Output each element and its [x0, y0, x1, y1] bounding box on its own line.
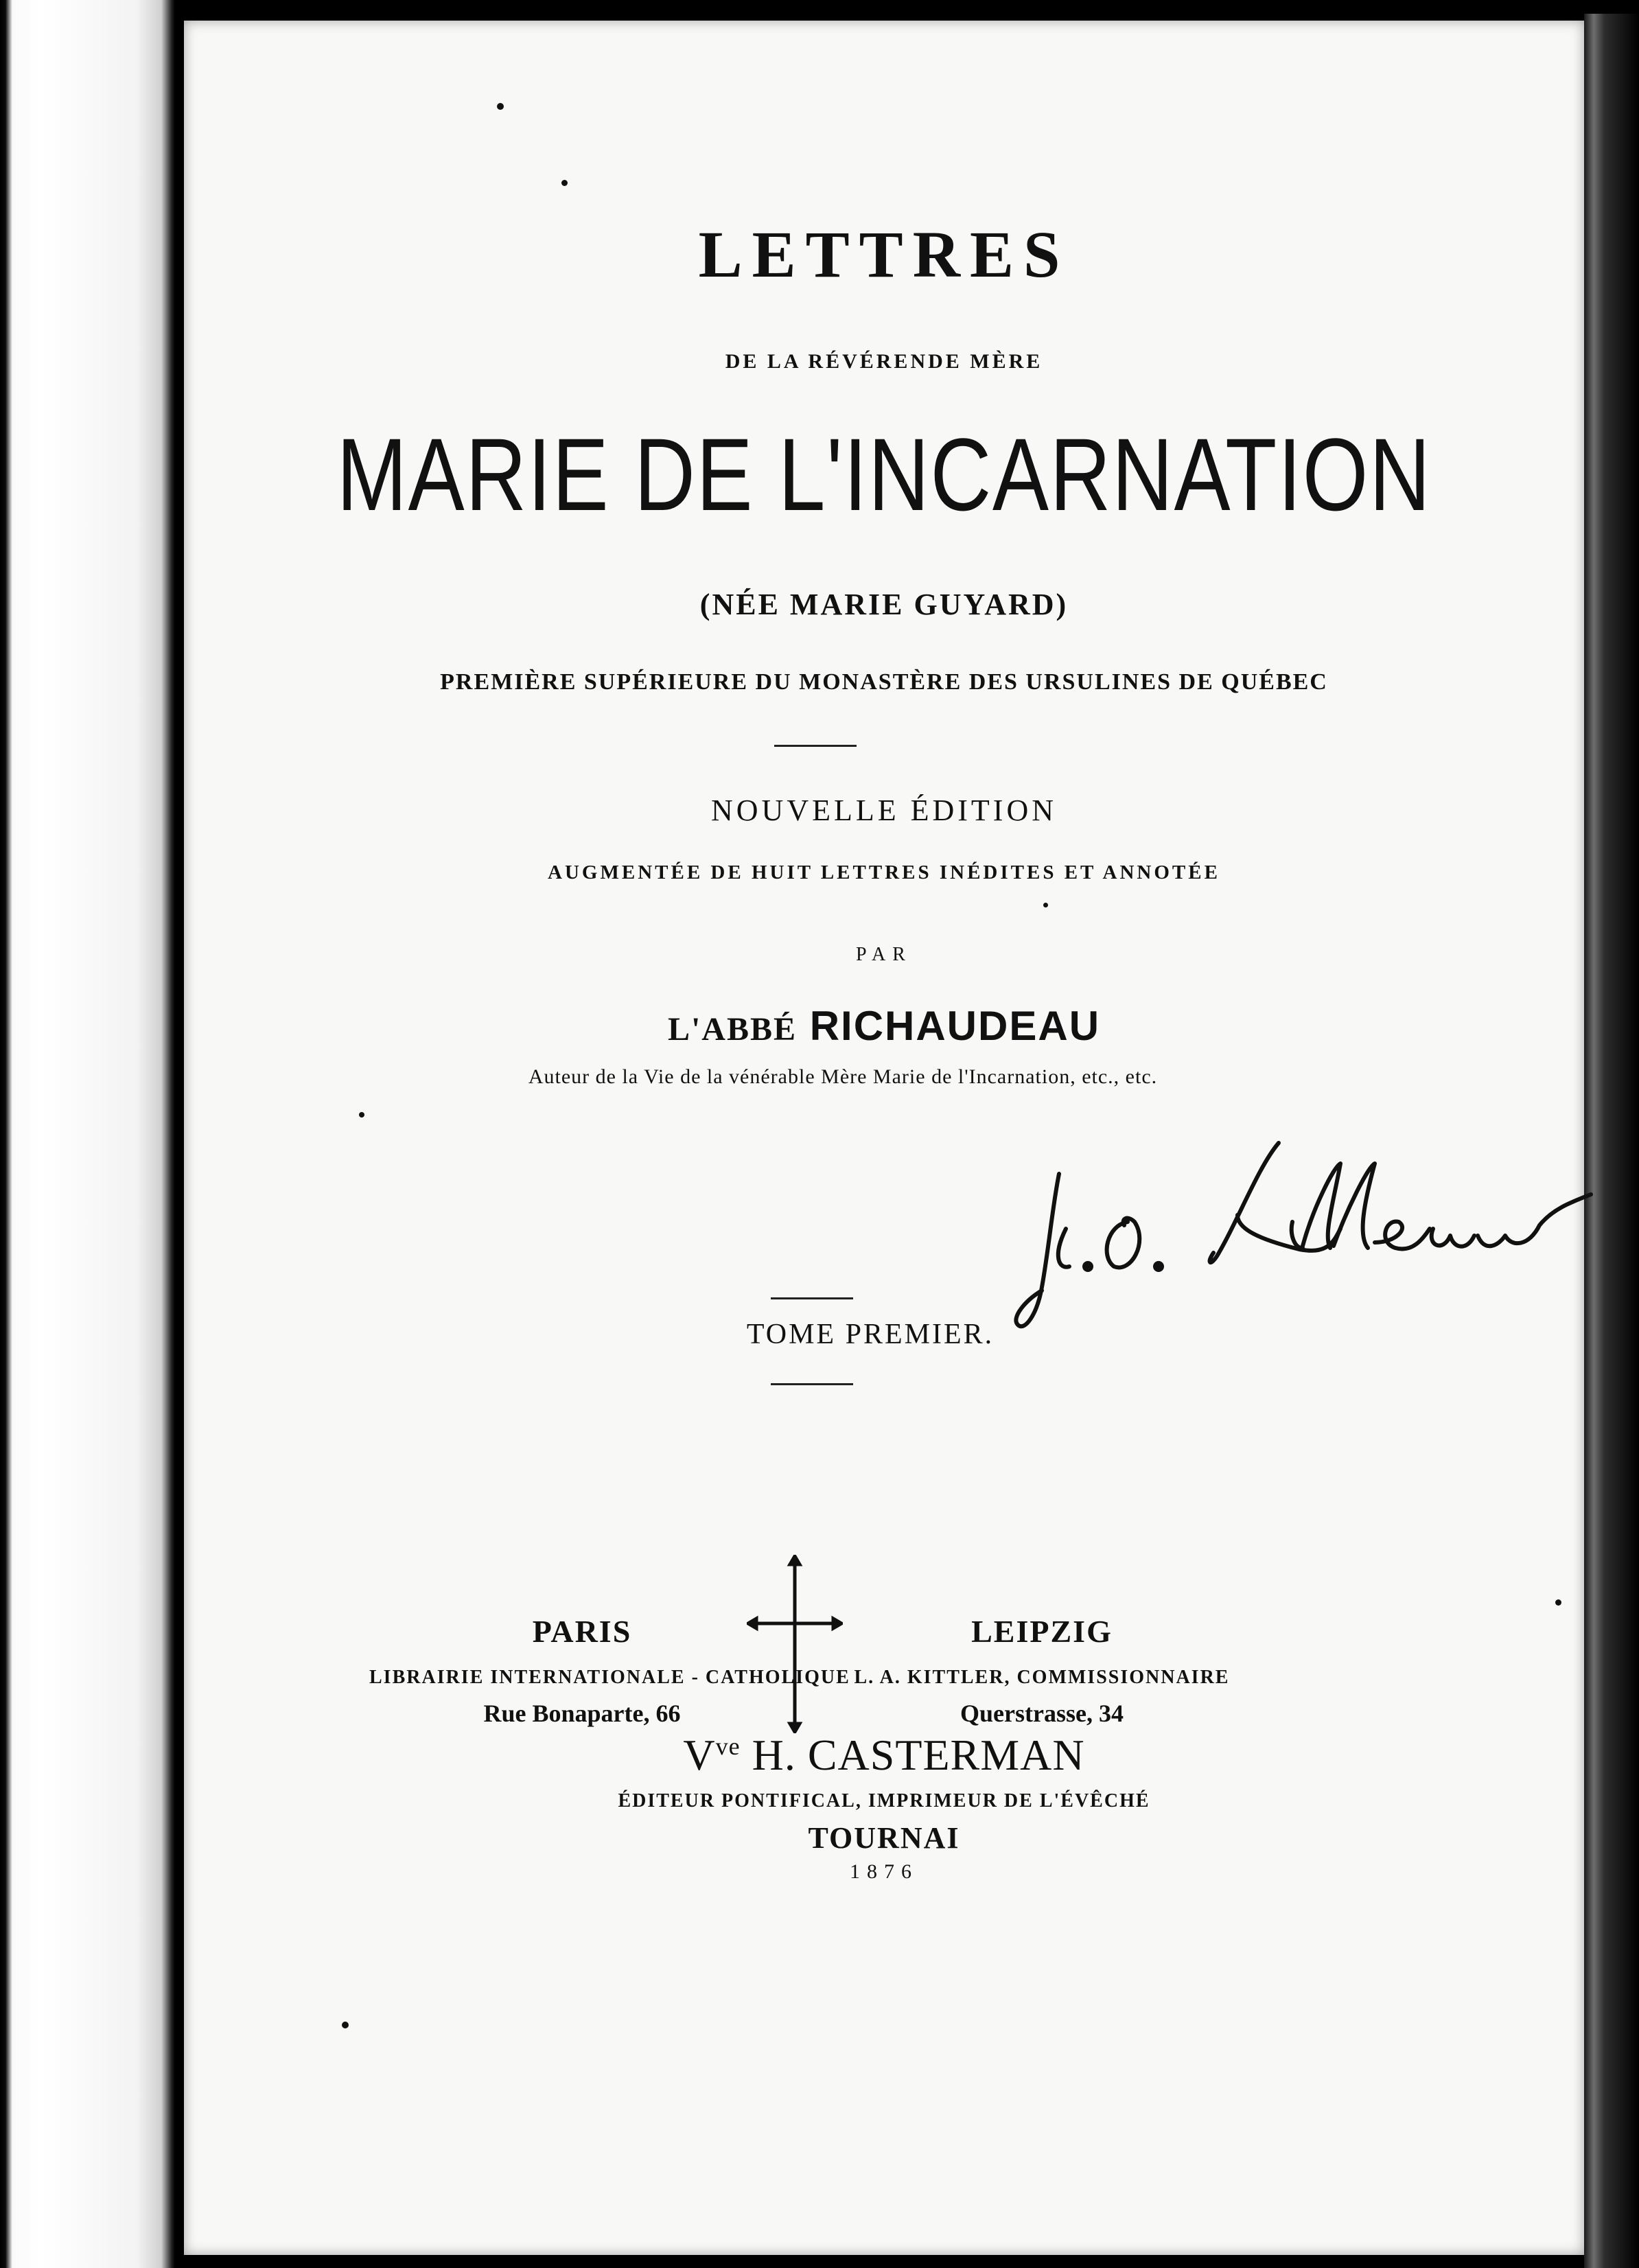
author-name: RICHAUDEAU [809, 1003, 1101, 1049]
publication-year: 1876 [850, 1860, 918, 1883]
leipzig-address: Querstrasse, 34 [960, 1700, 1124, 1727]
title-subtitle: DE LA RÉVÉRENDE MÈRE [725, 350, 1043, 373]
main-title: MARIE DE L'INCARNATION [336, 417, 1432, 532]
publisher-city: TOURNAI [808, 1821, 960, 1855]
author-prefix: L'ABBÉ [667, 1011, 798, 1048]
volume-label: TOME PREMIER. [746, 1319, 995, 1350]
book-title: LETTRES [698, 218, 1070, 291]
faint-bleedthrough [1255, 76, 1584, 213]
ink-speck [342, 2022, 349, 2028]
paris-house: LIBRAIRIE INTERNATIONALE - CATHOLIQUE [369, 1667, 850, 1688]
edition-line: NOUVELLE ÉDITION [711, 794, 1057, 827]
main-publisher [184, 1730, 1584, 1781]
par-line: PAR [856, 944, 912, 965]
ink-speck [497, 103, 504, 110]
scan-left-margin [0, 0, 175, 2268]
publisher-name: H. CASTERMAN [752, 1731, 1085, 1779]
ink-speck [359, 1112, 364, 1118]
divider-rule-1 [774, 745, 857, 747]
divider-rule-2 [771, 1297, 853, 1299]
ink-speck [1043, 903, 1048, 907]
author-line [184, 1002, 1584, 1050]
author-credit: Auteur de la Vie de la vénérable Mère Marie de l'Incarnation, etc., etc. [528, 1065, 1158, 1088]
paris-city: PARIS [532, 1614, 632, 1649]
birth-name: (NÉE MARIE GUYARD) [699, 588, 1069, 621]
publisher-role: ÉDITEUR PONTIFICAL, IMPRIMEUR DE L'ÉVÊCHÉ [618, 1790, 1150, 1812]
paris-address: Rue Bonaparte, 66 [483, 1700, 681, 1727]
publisher-prefix: V [683, 1731, 716, 1779]
ink-speck [1555, 1599, 1561, 1606]
leipzig-city: LEIPZIG [971, 1614, 1113, 1649]
divider-rule-3 [771, 1383, 853, 1385]
edition-note: AUGMENTÉE DE HUIT LETTRES INÉDITES ET ANNOTÉE [548, 861, 1220, 883]
title-page [184, 21, 1584, 2255]
publisher-prefix-sup: ve [715, 1733, 741, 1760]
leipzig-house: L. A. KITTLER, COMMISSIONNAIRE [854, 1667, 1230, 1688]
position-line: PREMIÈRE SUPÉRIEURE DU MONASTÈRE DES URSULINES DE QUÉBEC [440, 669, 1328, 695]
ink-speck [561, 180, 568, 186]
